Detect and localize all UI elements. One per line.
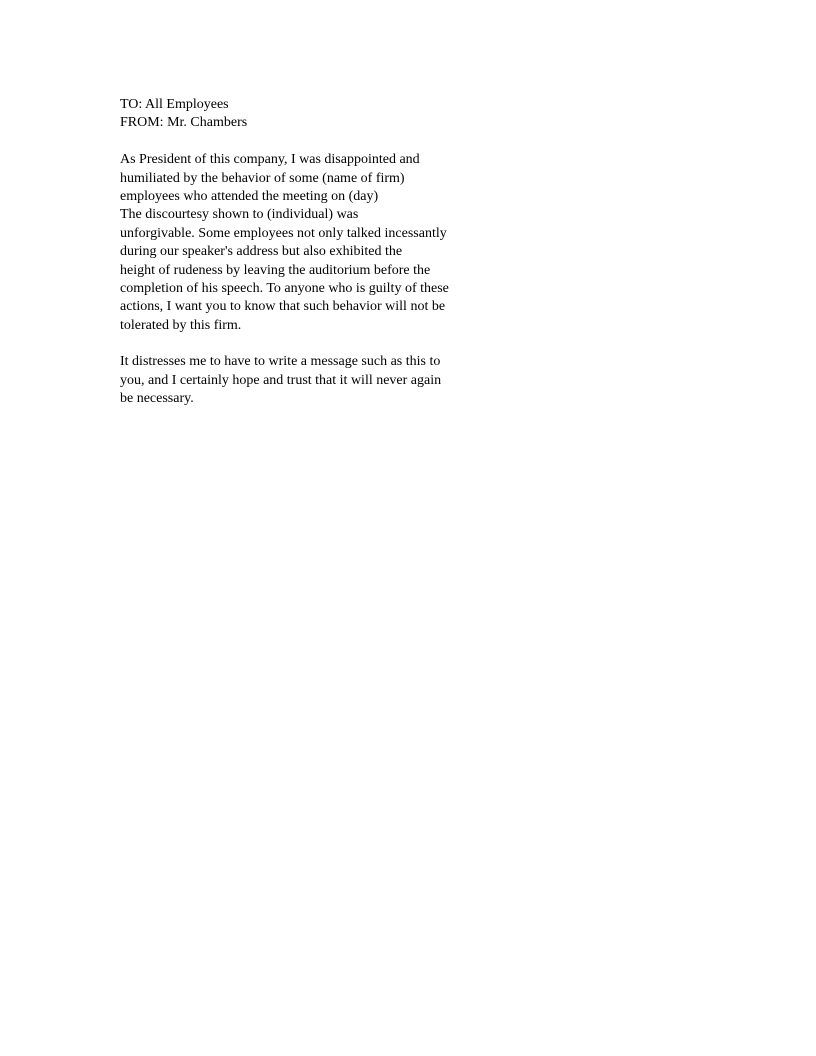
paragraph-line: As President of this company, I was disappointed and	[120, 152, 420, 168]
paragraph-spacer	[120, 133, 500, 151]
paragraph-line: employees who attended the meeting on (day)	[120, 188, 379, 204]
paragraph-line: tolerated by this firm.	[120, 317, 242, 333]
paragraph-line: completion of his speech. To anyone who is guilty of these	[120, 280, 449, 296]
memo-paragraph-1	[120, 151, 500, 335]
paragraph-spacer	[120, 335, 500, 353]
paragraph-line: unforgivable. Some employees not only talked incessantly	[120, 225, 447, 241]
paragraph-line: during our speaker's address but also exhibited the	[120, 244, 403, 260]
paragraph-line: be necessary.	[120, 391, 194, 407]
paragraph-line: It distresses me to have to write a message such as this to	[120, 354, 441, 370]
memo-header	[120, 96, 500, 133]
memo-from-line: FROM: Mr. Chambers	[120, 115, 248, 131]
paragraph-line: actions, I want you to know that such behavior will not be	[120, 299, 446, 315]
paragraph-line: The discourtesy shown to (individual) was	[120, 207, 359, 223]
memo-body	[120, 96, 500, 409]
paragraph-line: humiliated by the behavior of some (name of firm)	[120, 170, 405, 186]
paragraph-line: height of rudeness by leaving the auditorium before the	[120, 262, 431, 278]
paragraph-line: you, and I certainly hope and trust that it will never again	[120, 372, 442, 388]
memo-paragraph-2	[120, 353, 500, 408]
memo-to-line: TO: All Employees	[120, 97, 229, 112]
